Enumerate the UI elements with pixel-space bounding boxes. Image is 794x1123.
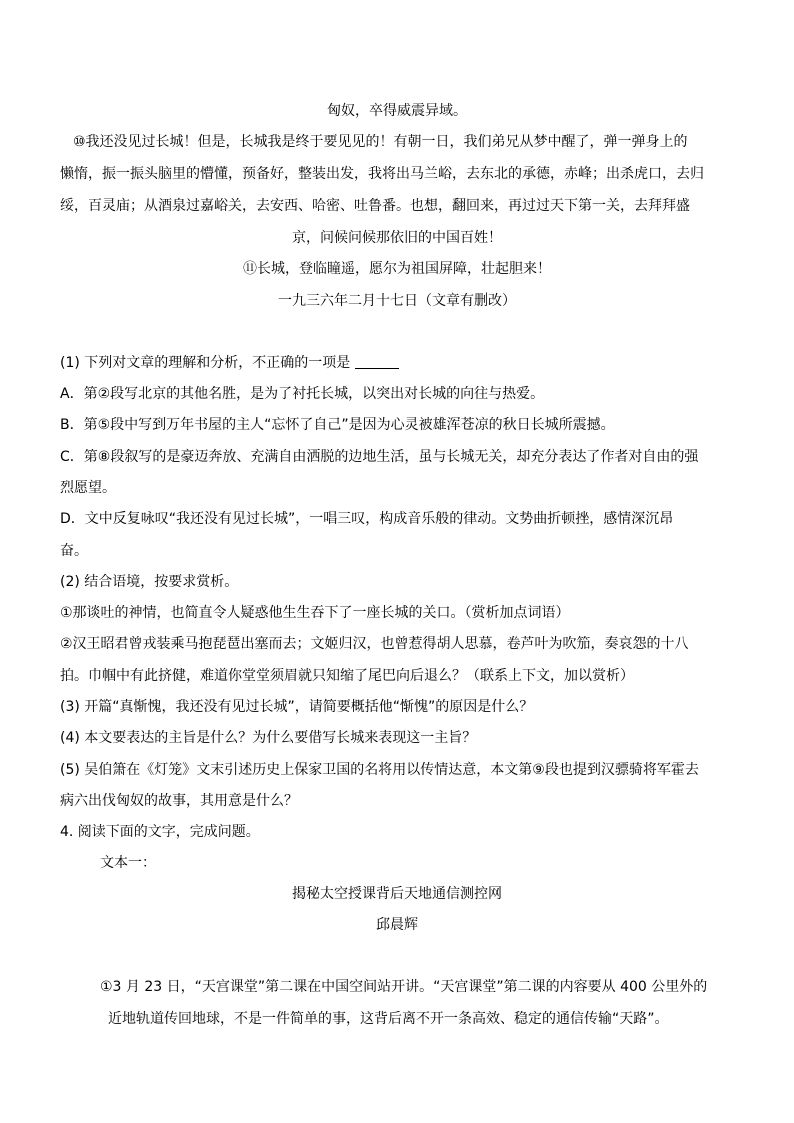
article-title: 揭秘太空授课背后天地通信测控网 [292,886,502,902]
option-a: A．第②段写北京的其他名胜，是为了衬托长城，以突出对长城的向往与热爱。 [60,386,545,402]
passage-date: 一九三六年二月十七日（文章有删改） [278,293,516,309]
paragraph-10-line: 京，问候问候那依旧的中国百姓！ [292,230,502,246]
question-5: 病六出伐匈奴的故事，其用意是什么？ [60,793,298,809]
answer-blank [355,354,399,369]
question-2-item-2: 拍。巾帼中有此挤健，难道你堂堂须眉就只知缩了尾巴向后退么？（联系上下文，加以赏析） [60,668,634,684]
option-b: B．第⑤段中写到万年书屋的主人“忘怀了自己”是因为心灵被雄浑苍凉的秋日长城所震撼。 [60,417,615,433]
article-author: 邱晨辉 [376,917,418,933]
question-1: (1) 下列对文章的理解和分析，不正确的一项是 [60,353,399,373]
article-paragraph-1: 近地轨道传回地球，不是一件简单的事，这背后离不开一条高效、稳定的通信传输“天路”。 [108,1011,669,1027]
text-1-label: 文本一： [100,855,156,871]
question-2: (2) 结合语境，按要求赏析。 [60,574,239,590]
paragraph-10-line: 绥，百灵庙；从酒泉过嘉峪关，去安西、哈密、吐鲁番。也想，翻回来，再过过天下第一关，去拜拜盛 [60,198,690,214]
paragraph-11: ⑪长城，登临瞳遥，愿尔为祖国屏障，壮起胆来！ [243,261,551,277]
question-2-item-2: ②汉王昭君曾戎装乘马抱琵琶出塞而去；文姬归汉，也曾惹得胡人思慕，卷芦叶为吹笳，奏哀怨的十八 [60,636,689,652]
question-3: (3) 开篇“真惭愧，我还没有见过长城”，请简要概括他“惭愧”的原因是什么？ [60,699,534,715]
question-5: (5) 吴伯箫在《灯笼》文末引述历史上保家卫国的名将用以传情达意，本文第⑨段也提到汉骠骑将军霍去 [60,762,699,778]
option-c: C．第⑧段叙写的是豪迈奔放、充满自由洒脱的边地生活，虽与长城无关，却充分表达了作者对自由的强 [60,449,699,465]
article-paragraph-1: ①3 月 23 日，“天宫课堂”第二课在中国空间站开讲。“天宫课堂”第二课的内容要从 400 公里外的 [100,979,708,995]
option-d: D．文中反复咏叹“我还没有见过长城”，一唱三叹，构成音乐般的律动。文势曲折顿挫，感情深沉昂 [60,511,674,527]
question-4: (4) 本文要表达的主旨是什么？为什么要借写长城来表现这一主旨？ [60,730,477,746]
option-d: 奋。 [60,543,88,559]
option-c: 烈愿望。 [60,480,116,496]
paragraph-10-line: ⑩我还没见过长城！但是，长城我是终于要见见的！有朝一日，我们弟兄从梦中醒了，弹一弹身上的 [73,134,688,150]
paragraph-10-line: 懒惰，振一振头脑里的懵懂，预备好，整装出发，我将出马兰峪，去东北的承德，赤峰；出杀虎口，去归 [60,166,704,182]
question-2-item-1: ①那谈吐的神情，也简直令人疑惑他生生吞下了一座长城的关口。（赏析加点词语） [60,605,570,621]
passage-line: 匈奴，卒得威震异域。 [327,103,467,119]
section-4-heading: 4. 阅读下面的文字，完成问题。 [60,824,260,840]
